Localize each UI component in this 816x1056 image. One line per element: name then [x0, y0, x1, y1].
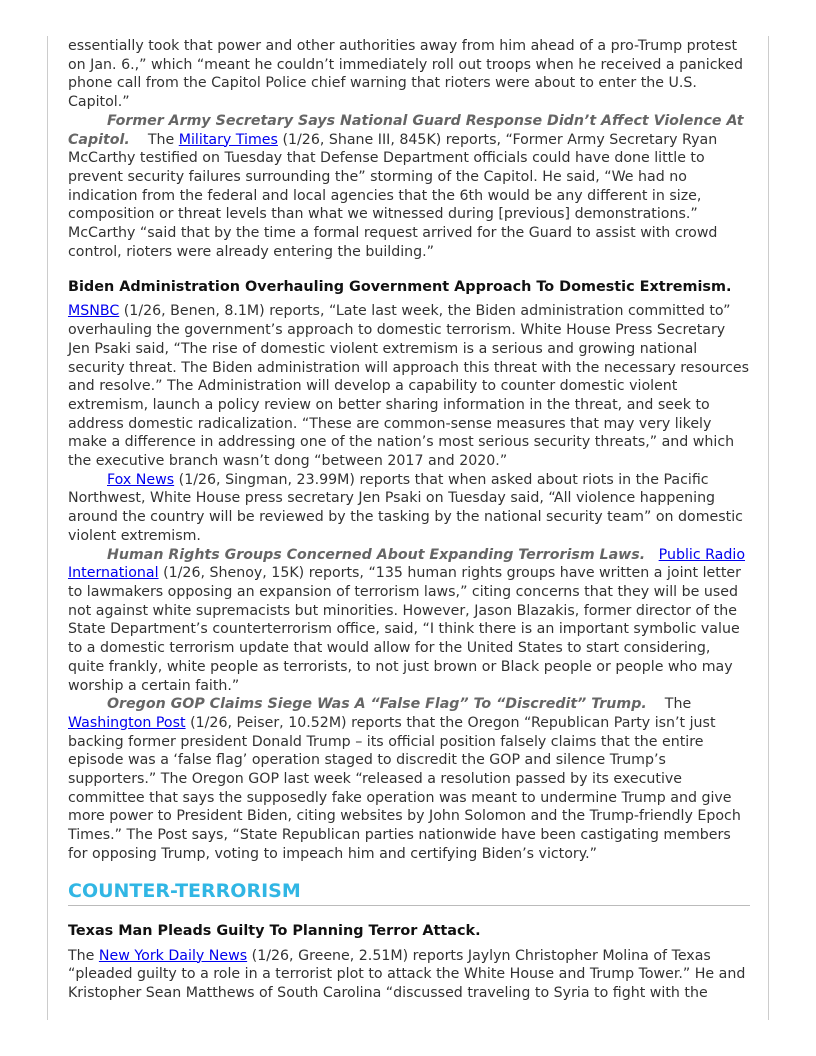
- oregon-body: (1/26, Peiser, 10.52M) reports that the Oregon “Republican Party isn’t just backing former president Donald Trump – its official position falsely claims that the entire episode was a ‘false flag’ operation staged to discredit the GOP and silence Trump’s supporters.” The Oregon GOP last week “released a resolution passed by its executive committee that says the supposedly fake operation was meant to undermine Trump and give more power to President Biden, citing websites by John Solomon and the Trump-friendly Epoch Times.” The Post says, “State Republican parties nationwide have been castigating members for opposing Trump, voting to impeach him and certifying Biden’s victory.”: [68, 714, 741, 862]
- carryover-paragraph: [68, 37, 750, 112]
- rights-paragraph: [68, 546, 750, 696]
- biden-body: (1/26, Benen, 8.1M) reports, “Late last week, the Biden administration committed to” overhauling the government’s approach to domestic terrorism. White House Press Secretary Jen Psaki said, “The rise of domestic violent extremism is a serious and growing national security threat. The Biden administration will approach this threat with the necessary resources and resolve.” The Administration will develop a capability to counter domestic violent extremism, launch a policy review on better sharing information in the threat, and seek to address domestic radicalization. “These are common-sense measures that may very likely make a difference in addressing one of the nation’s most serious security threats,” and which the executive branch wasn’t dong “between 2017 and 2020.”: [68, 303, 750, 470]
- texas-paragraph: [68, 947, 750, 1003]
- rights-lead: Human Rights Groups Concerned About Expanding Terrorism Laws.: [107, 546, 646, 563]
- page-border-left: [47, 36, 48, 1020]
- texas-pre: The: [68, 947, 95, 964]
- army-lead: Former Army Secretary Says National Guard Response Didn’t Affect Violence At Capitol.: [68, 112, 744, 148]
- page-border-right: [768, 36, 769, 1020]
- section-heading-counter-terrorism: COUNTER-TERRORISM: [68, 879, 750, 906]
- carryover-text: essentially took that power and other authorities away from him ahead of a pro-Trump protest on Jan. 6.,” which “meant he couldn’t immediately roll out troops when he received a panicked phone call from the Capitol Police chief warning that rioters were about to enter the U.S. Capitol.”: [68, 38, 743, 111]
- washington-post-link[interactable]: Washington Post: [68, 714, 186, 731]
- texas-headline: Texas Man Pleads Guilty To Planning Terror Attack.: [68, 922, 481, 939]
- pri-link[interactable]: Public Radio International: [68, 546, 746, 582]
- fox-paragraph: [68, 471, 750, 546]
- biden-paragraph: [68, 302, 750, 470]
- texas-body: (1/26, Greene, 2.51M) reports Jaylyn Christopher Molina of Texas “pleaded guilty to a role in a terrorist plot to attack the White House and Trump Tower.” He and Kristopher Sean Matthews of South Carolina “discussed traveling to Syria to fight with the: [68, 947, 746, 1001]
- oregon-paragraph: [68, 695, 750, 863]
- fox-news-link[interactable]: Fox News: [107, 471, 175, 488]
- oregon-pre: The: [664, 696, 692, 713]
- biden-headline: Biden Administration Overhauling Government Approach To Domestic Extremism.: [68, 279, 732, 296]
- rights-body: (1/26, Shenoy, 15K) reports, “135 human rights groups have written a joint letter to lawmakers opposing an expansion of terrorism laws,” citing concerns that they will be used not against white supremacists but minorities. However, Jason Blazakis, former director of the State Department’s counterterrorism office, said, “I think there is an important symbolic value to a domestic terrorism update that would allow for the United States to start considering, quite frankly, white people as terrorists, to not just brown or Black people or people who may worship a certain faith.”: [68, 565, 741, 694]
- ny-daily-news-link[interactable]: New York Daily News: [98, 947, 248, 964]
- fox-body: (1/26, Singman, 23.99M) reports that when asked about riots in the Pacific Northwest, White House press secretary Jen Psaki on Tuesday said, “All violence happening around the country will be reviewed by the tasking by the national security team” on domestic violent extremism.: [68, 471, 743, 544]
- army-body: (1/26, Shane III, 845K) reports, “Former Army Secretary Ryan McCarthy testified on Tuesday that Defense Department officials could have done little to prevent security failures surrounding the” storming of the Capitol. He said, “We had no indication from the federal and local agencies that the 6th would be any different in size, composition or threat levels than what we witnessed during [previous] demonstrations.” McCarthy “said that by the time a formal request arrived for the Guard to assist with crowd control, rioters were already entering the building.”: [68, 131, 718, 260]
- army-paragraph: [68, 112, 750, 262]
- oregon-lead: Oregon GOP Claims Siege Was A “False Flag” To “Discredit” Trump.: [107, 696, 647, 713]
- military-times-link[interactable]: Military Times: [178, 131, 278, 148]
- msnbc-link[interactable]: MSNBC: [68, 303, 120, 320]
- document-page: [68, 37, 750, 1003]
- army-pre: The: [147, 131, 175, 148]
